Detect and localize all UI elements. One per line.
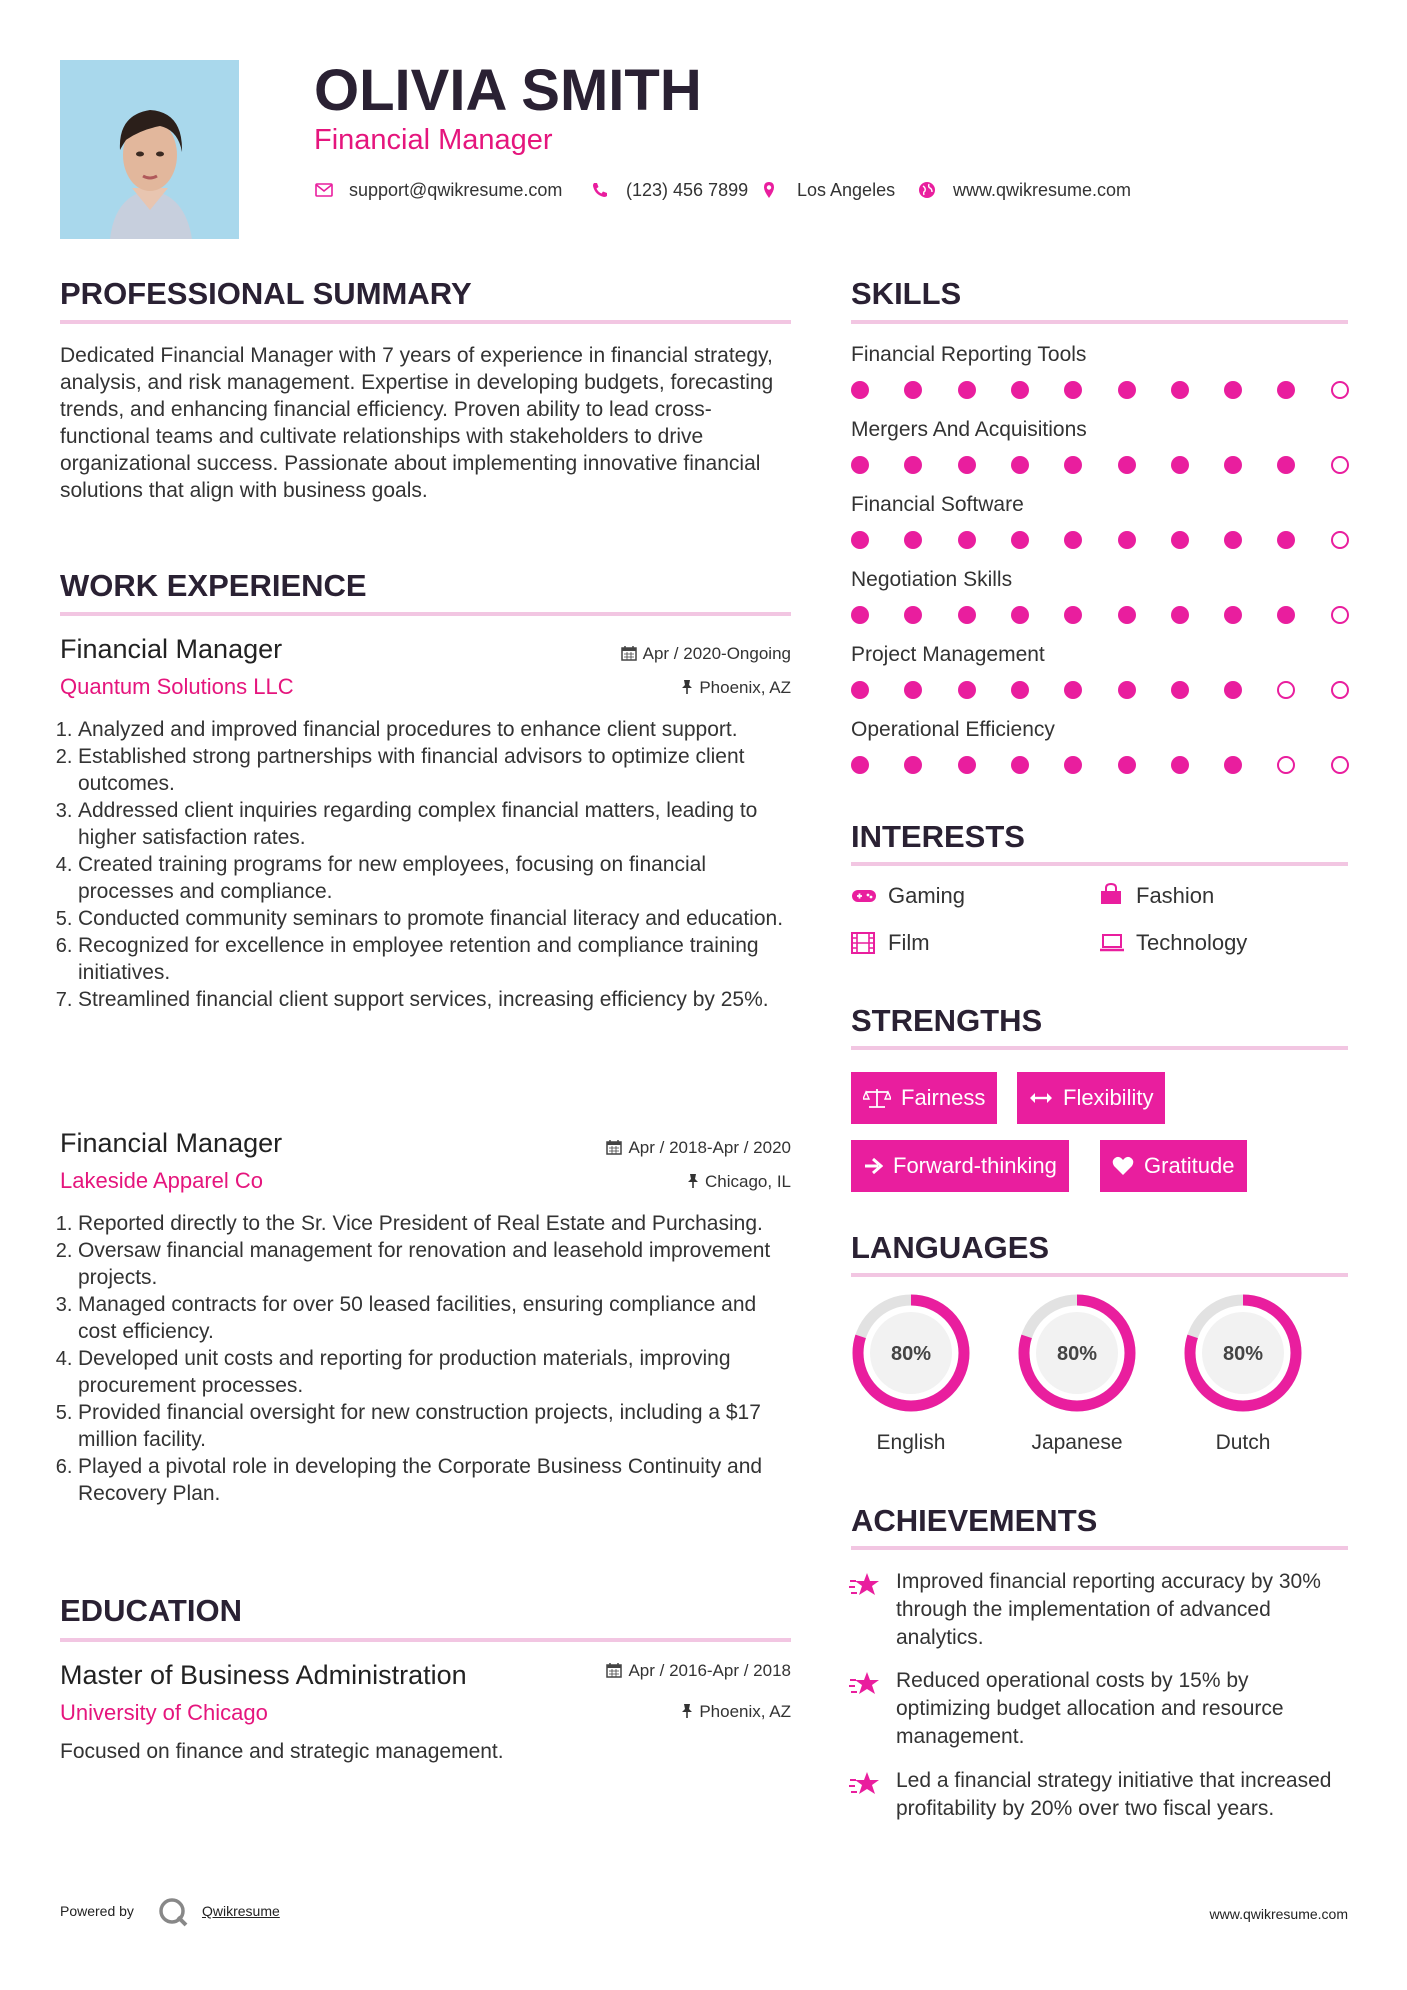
list-item: 6. Recognized for excellence in employee retention and compliance training initiatives. — [78, 932, 795, 986]
job-location — [681, 677, 791, 699]
skill-rating-dot — [1064, 381, 1082, 399]
language-name: English — [876, 1431, 946, 1454]
strength-label: Flexibility — [1063, 1085, 1154, 1110]
skill-rating-dot — [1277, 531, 1295, 549]
list-item: 1. Analyzed and improved financial procedures to enhance client support. — [78, 716, 795, 743]
skill-rating-dot — [1064, 456, 1082, 474]
company-name: Lakeside Apparel Co — [60, 1168, 264, 1193]
skill-rating-dot — [1224, 756, 1242, 774]
footer-url[interactable]: www.qwikresume.com — [1209, 1906, 1348, 1922]
star-icon — [849, 1770, 881, 1798]
skill-rating-dot — [1171, 681, 1189, 699]
skill-rating-dot — [1011, 681, 1029, 699]
skill-rating-dot — [1118, 381, 1136, 399]
list-item: 4. Developed unit costs and reporting for production materials, improving procurement processes. — [78, 1345, 795, 1399]
strength-label: Fairness — [901, 1085, 986, 1110]
qwikresume-link[interactable]: Qwikresume — [202, 1903, 280, 1919]
skill-rating-dot — [851, 681, 869, 699]
heart-icon — [1112, 1156, 1134, 1176]
skill-rating-dot — [851, 606, 869, 624]
pushpin-icon — [687, 1173, 699, 1189]
skill-rating-dot — [1118, 456, 1136, 474]
skill-rating-dot — [851, 456, 869, 474]
skill-rating-dot — [1331, 606, 1349, 624]
skill-rating-dot — [1171, 531, 1189, 549]
skill-rating-dot — [1011, 606, 1029, 624]
skill-rating-dot — [1331, 381, 1349, 399]
list-item: 4. Created training programs for new employees, focusing on financial processes and compliance. — [78, 851, 795, 905]
interests-divider — [851, 862, 1348, 866]
skill-rating-dot — [958, 531, 976, 549]
skill-rating-dot — [1064, 531, 1082, 549]
skill-rating-dot — [1011, 531, 1029, 549]
skill-rating-dot — [1277, 456, 1295, 474]
skill-rating-dot — [1277, 756, 1295, 774]
contact-email[interactable]: support@qwikresume.com — [349, 180, 563, 200]
powered-by-label: Powered by — [60, 1903, 134, 1919]
achievement-item: Reduced operational costs by 15% by optimizing budget allocation and resource management. — [896, 1669, 1284, 1748]
language-percent: 80% — [1222, 1343, 1264, 1365]
education-location-text: Phoenix, AZ — [699, 1702, 791, 1721]
strengths-heading: STRENGTHS — [851, 1003, 1043, 1038]
summary-heading: PROFESSIONAL SUMMARY — [60, 276, 472, 311]
language-name: Dutch — [1215, 1431, 1271, 1454]
education-divider — [60, 1638, 791, 1642]
list-item: 2. Established strong partnerships with financial advisors to optimize client outcomes. — [78, 743, 795, 797]
skill-rating-dot — [1118, 606, 1136, 624]
gamepad-icon — [851, 888, 877, 904]
skill-rating-dot — [904, 456, 922, 474]
globe-icon — [917, 180, 937, 200]
interest-fashion: Fashion — [1136, 883, 1215, 908]
strength-label: Gratitude — [1144, 1153, 1235, 1178]
skill-rating-dot — [904, 606, 922, 624]
language-percent: 80% — [1056, 1343, 1098, 1365]
skill-rating-dot — [1064, 681, 1082, 699]
arrows-h-icon — [1029, 1091, 1053, 1105]
skill-rating-dot — [1064, 756, 1082, 774]
degree-title: Master of Business Administration — [60, 1660, 467, 1690]
job-dates-text: Apr / 2018-Apr / 2020 — [628, 1138, 791, 1157]
envelope-icon — [314, 180, 334, 200]
summary-text: Dedicated Financial Manager with 7 years of experience in financial strategy, analysis, and risk management. Expertise in developing budgets, forecasting trends, and enhancing financial efficiency. Proven ability to lead cross-functional teams and cultivate relationships with stakeholders to drive organizational success. Passionate about implementing innovative financial solutions that align with business goals. — [60, 344, 774, 502]
calendar-icon — [621, 645, 637, 661]
skill-rating-dot — [1331, 756, 1349, 774]
map-marker-icon — [759, 180, 779, 200]
job-title: Financial Manager — [60, 1128, 283, 1158]
skill-rating-dot — [1224, 381, 1242, 399]
list-item: 3. Addressed client inquiries regarding complex financial matters, leading to higher satisfaction rates. — [78, 797, 795, 851]
list-item: 5. Conducted community seminars to promote financial literacy and education. — [78, 905, 795, 932]
skill-rating-dot — [851, 756, 869, 774]
experience-heading: WORK EXPERIENCE — [60, 568, 367, 603]
list-item: 3. Managed contracts for over 50 leased facilities, ensuring compliance and cost efficiency. — [78, 1291, 795, 1345]
school-name: University of Chicago — [60, 1700, 268, 1725]
language-progress-ring — [1182, 1292, 1304, 1414]
contact-website[interactable]: www.qwikresume.com — [953, 180, 1132, 200]
pushpin-icon — [681, 1703, 693, 1719]
job-dates — [606, 1137, 791, 1159]
skill-rating-dot — [1277, 381, 1295, 399]
skill-rating-dot — [904, 681, 922, 699]
language-percent: 80% — [890, 1343, 932, 1365]
skill-rating-dot — [851, 381, 869, 399]
list-item: 1. Reported directly to the Sr. Vice President of Real Estate and Purchasing. — [78, 1210, 795, 1237]
skill-rating-dot — [1171, 381, 1189, 399]
interest-technology: Technology — [1136, 930, 1248, 955]
language-progress-ring — [1016, 1292, 1138, 1414]
skill-name: Project Management — [851, 643, 1045, 666]
skill-rating-dot — [904, 531, 922, 549]
skill-rating-dot — [1331, 531, 1349, 549]
job-bullets — [60, 1210, 795, 1507]
pushpin-icon — [681, 679, 693, 695]
skill-rating-dot — [1224, 531, 1242, 549]
strength-badge — [851, 1140, 1069, 1192]
skill-rating-dot — [1064, 606, 1082, 624]
laptop-icon — [1099, 934, 1125, 952]
skill-rating-dot — [1118, 531, 1136, 549]
list-item: 5. Provided financial oversight for new construction projects, including a $17 million facility. — [78, 1399, 795, 1453]
job-location — [687, 1171, 791, 1193]
achievements-divider — [851, 1546, 1348, 1550]
profile-photo — [60, 60, 239, 239]
achievement-item: Improved financial reporting accuracy by 30% through the implementation of advanced analytics. — [896, 1570, 1321, 1649]
skill-rating-dot — [904, 381, 922, 399]
languages-heading: LANGUAGES — [851, 1230, 1050, 1265]
avatar — [60, 60, 239, 239]
language-name: Japanese — [1031, 1431, 1123, 1454]
skill-rating-dot — [1277, 606, 1295, 624]
skill-name: Negotiation Skills — [851, 568, 1013, 591]
arrow-right-icon — [863, 1157, 883, 1175]
skill-rating-dot — [1224, 456, 1242, 474]
balance-scale-icon — [863, 1087, 891, 1109]
qwikresume-logo-icon — [156, 1896, 190, 1928]
education-heading: EDUCATION — [60, 1593, 242, 1628]
calendar-icon — [606, 1139, 622, 1155]
skill-name: Mergers And Acquisitions — [851, 418, 1087, 441]
languages-divider — [851, 1273, 1348, 1277]
star-icon — [849, 1571, 881, 1599]
candidate-title: Financial Manager — [314, 124, 553, 156]
skill-rating-dot — [1331, 456, 1349, 474]
strength-badge — [851, 1072, 997, 1124]
strength-badge — [1100, 1140, 1247, 1192]
calendar-icon — [606, 1662, 622, 1678]
company-name: Quantum Solutions LLC — [60, 674, 294, 699]
star-icon — [849, 1670, 881, 1698]
skill-rating-dot — [851, 531, 869, 549]
experience-divider — [60, 612, 791, 616]
skill-rating-dot — [1011, 456, 1029, 474]
skill-rating-dot — [1171, 606, 1189, 624]
skill-rating-dot — [958, 381, 976, 399]
skill-rating-dot — [1331, 681, 1349, 699]
skill-rating-dot — [958, 456, 976, 474]
job-dates — [621, 643, 791, 665]
strength-label: Forward-thinking — [893, 1153, 1057, 1178]
education-dates — [606, 1660, 791, 1682]
education-location — [681, 1701, 791, 1723]
film-icon — [851, 932, 875, 954]
job-location-text: Chicago, IL — [705, 1172, 791, 1191]
list-item: 6. Played a pivotal role in developing the Corporate Business Continuity and Recovery Plan. — [78, 1453, 795, 1507]
skills-heading: SKILLS — [851, 276, 962, 311]
interests-heading: INTERESTS — [851, 819, 1025, 854]
education-dates-text: Apr / 2016-Apr / 2018 — [628, 1661, 791, 1680]
achievement-item: Led a financial strategy initiative that increased profitability by 20% over two fiscal years. — [896, 1769, 1332, 1820]
strength-badge — [1017, 1072, 1165, 1124]
skill-rating-dot — [1171, 456, 1189, 474]
skill-rating-dot — [1171, 756, 1189, 774]
skill-rating-dot — [1011, 756, 1029, 774]
skill-name: Financial Reporting Tools — [851, 343, 1087, 366]
achievements-heading: ACHIEVEMENTS — [851, 1503, 1098, 1538]
skill-name: Operational Efficiency — [851, 718, 1055, 741]
skill-rating-dot — [1118, 681, 1136, 699]
list-item: 7. Streamlined financial client support services, increasing efficiency by 25%. — [78, 986, 795, 1013]
phone-icon — [590, 180, 610, 200]
skill-rating-dot — [1224, 606, 1242, 624]
interest-gaming: Gaming — [888, 883, 966, 908]
interest-film: Film — [888, 930, 930, 955]
job-bullets — [60, 716, 795, 1013]
strengths-divider — [851, 1046, 1348, 1050]
list-item: 2. Oversaw financial management for renovation and leasehold improvement projects. — [78, 1237, 795, 1291]
skill-rating-dot — [1118, 756, 1136, 774]
skill-rating-dot — [1224, 681, 1242, 699]
skill-rating-dot — [958, 756, 976, 774]
skill-rating-dot — [958, 681, 976, 699]
summary-divider — [60, 320, 791, 324]
contact-location: Los Angeles — [797, 180, 896, 200]
job-title: Financial Manager — [60, 634, 283, 664]
skill-name: Financial Software — [851, 493, 1024, 516]
job-dates-text: Apr / 2020-Ongoing — [642, 644, 791, 663]
skills-divider — [851, 320, 1348, 324]
candidate-name: OLIVIA SMITH — [314, 58, 702, 123]
job-location-text: Phoenix, AZ — [699, 678, 791, 697]
skill-rating-dot — [958, 606, 976, 624]
education-description: Focused on finance and strategic management. — [60, 1740, 504, 1763]
skill-rating-dot — [1011, 381, 1029, 399]
contact-phone[interactable]: (123) 456 7899 — [626, 180, 749, 200]
language-progress-ring — [850, 1292, 972, 1414]
shopping-bag-icon — [1099, 883, 1123, 905]
skill-rating-dot — [1277, 681, 1295, 699]
skill-rating-dot — [904, 756, 922, 774]
